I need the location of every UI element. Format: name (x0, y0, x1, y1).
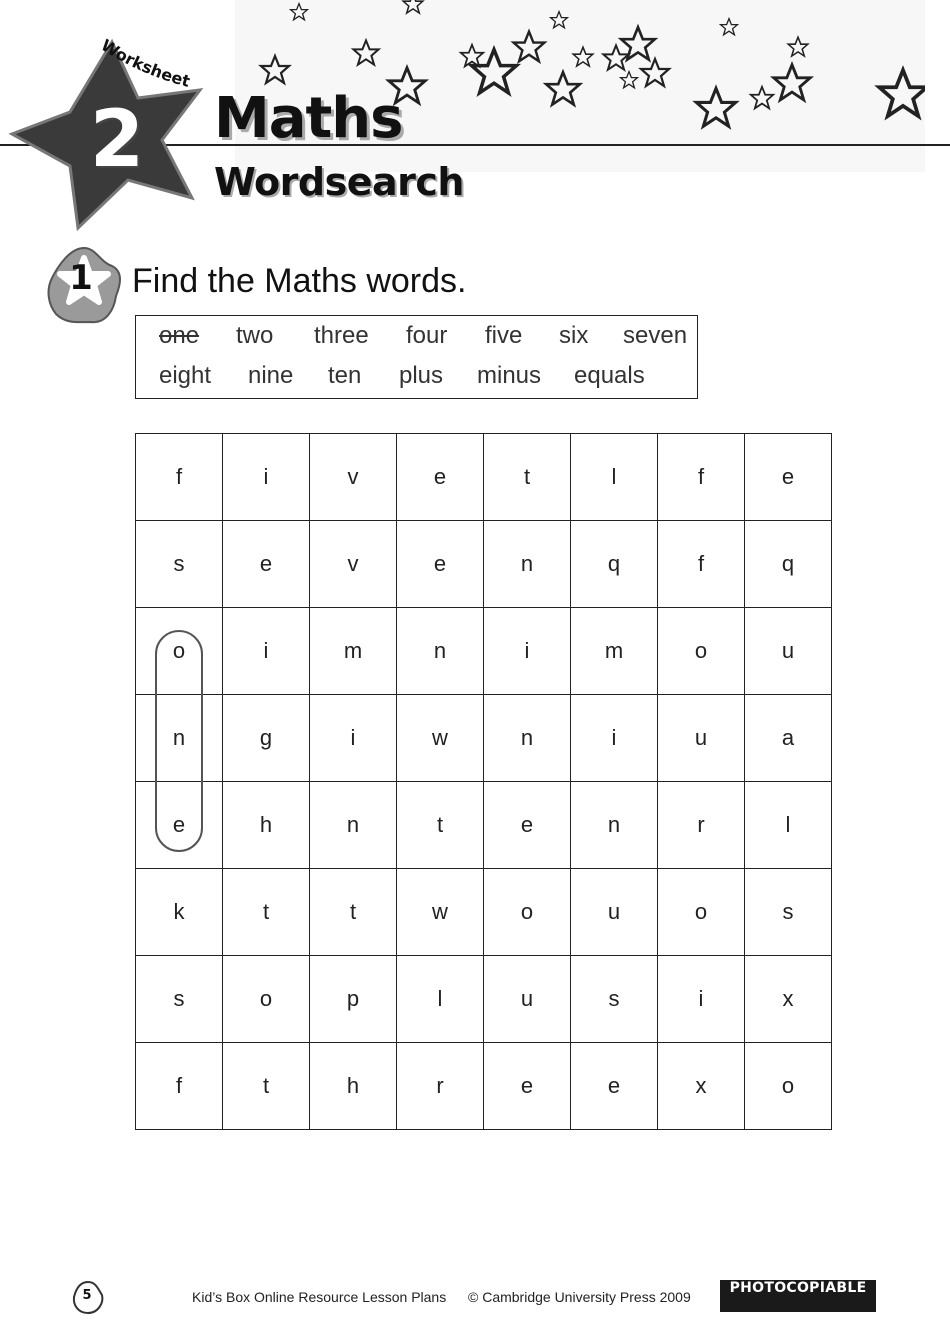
grid-cell[interactable]: l (571, 434, 658, 521)
grid-cell[interactable]: n (484, 521, 571, 608)
grid-cell[interactable]: n (484, 695, 571, 782)
grid-cell[interactable]: e (745, 434, 832, 521)
grid-cell[interactable]: n (397, 608, 484, 695)
grid-cell[interactable]: m (310, 608, 397, 695)
grid-row (136, 869, 832, 956)
grid-cell[interactable]: h (310, 1043, 397, 1130)
grid-cell[interactable]: t (484, 434, 571, 521)
grid-cell[interactable]: k (136, 869, 223, 956)
word-item-five: five (485, 322, 523, 349)
page-title: Maths (214, 86, 403, 151)
word-item-four: four (406, 322, 448, 349)
grid-row (136, 782, 832, 869)
worksheet-number: 2 (89, 95, 145, 185)
grid-cell[interactable]: n (571, 782, 658, 869)
found-word-circle (155, 630, 203, 852)
grid-cell[interactable]: e (571, 1043, 658, 1130)
grid-cell[interactable]: t (310, 869, 397, 956)
grid-cell[interactable]: l (397, 956, 484, 1043)
grid-cell[interactable]: o (658, 869, 745, 956)
word-item-minus: minus (477, 362, 542, 389)
grid-cell[interactable]: v (310, 521, 397, 608)
grid-row (136, 695, 832, 782)
grid-cell[interactable]: e (136, 782, 223, 869)
footer-copyright: © Cambridge University Press 2009 (468, 1289, 691, 1305)
grid-cell[interactable]: s (136, 521, 223, 608)
grid-cell[interactable]: w (397, 869, 484, 956)
grid-row (136, 956, 832, 1043)
word-item-one: one (159, 322, 200, 349)
word-item-ten: ten (328, 362, 362, 389)
grid-cell[interactable]: e (484, 782, 571, 869)
photocopiable-badge: PHOTOCOPIABLE (720, 1280, 876, 1312)
grid-cell[interactable]: s (136, 956, 223, 1043)
grid-cell[interactable]: s (745, 869, 832, 956)
word-item-seven: seven (623, 322, 688, 349)
grid-cell[interactable]: e (484, 1043, 571, 1130)
grid-cell[interactable]: o (745, 1043, 832, 1130)
grid-row (136, 434, 832, 521)
grid-cell[interactable]: t (223, 869, 310, 956)
grid-row (136, 1043, 832, 1130)
grid-row (136, 521, 832, 608)
grid-cell[interactable]: f (658, 434, 745, 521)
grid-cell[interactable]: m (571, 608, 658, 695)
grid-cell[interactable]: v (310, 434, 397, 521)
grid-cell[interactable]: l (745, 782, 832, 869)
grid-cell[interactable]: i (571, 695, 658, 782)
grid-cell[interactable]: f (136, 434, 223, 521)
word-item-six: six (559, 322, 589, 349)
grid-cell[interactable]: w (397, 695, 484, 782)
grid-cell[interactable]: i (223, 608, 310, 695)
grid-cell[interactable]: n (310, 782, 397, 869)
grid-cell[interactable]: a (745, 695, 832, 782)
word-item-equals: equals (574, 362, 645, 389)
grid-cell[interactable]: e (397, 521, 484, 608)
grid-cell[interactable]: r (397, 1043, 484, 1130)
word-item-two: two (236, 322, 274, 349)
grid-cell[interactable]: i (310, 695, 397, 782)
grid-cell[interactable]: r (658, 782, 745, 869)
grid-cell[interactable]: q (571, 521, 658, 608)
grid-cell[interactable]: i (223, 434, 310, 521)
grid-cell[interactable]: x (658, 1043, 745, 1130)
grid-cell[interactable]: t (397, 782, 484, 869)
grid-row (136, 608, 832, 695)
grid-cell[interactable]: g (223, 695, 310, 782)
grid-cell[interactable]: o (223, 956, 310, 1043)
grid-cell[interactable]: i (484, 608, 571, 695)
grid-cell[interactable]: f (658, 521, 745, 608)
task-number: 1 (69, 258, 93, 298)
grid-cell[interactable]: p (310, 956, 397, 1043)
grid-cell[interactable]: e (397, 434, 484, 521)
grid-cell[interactable]: q (745, 521, 832, 608)
worksheet-label (80, 30, 200, 100)
word-list-box (135, 315, 698, 399)
svg-text:Worksheet: Worksheet (97, 35, 193, 91)
wordsearch-grid (135, 433, 832, 1130)
word-item-three: three (314, 322, 369, 349)
page-number: 5 (82, 1288, 92, 1303)
grid-cell[interactable]: s (571, 956, 658, 1043)
grid-cell[interactable]: h (223, 782, 310, 869)
task-instruction: Find the Maths words. (132, 262, 467, 300)
footer-book-title: Kid’s Box Online Resource Lesson Plans (192, 1289, 447, 1305)
grid-cell[interactable]: o (658, 608, 745, 695)
grid-cell[interactable]: t (223, 1043, 310, 1130)
grid-cell[interactable]: f (136, 1043, 223, 1130)
grid-cell[interactable]: o (136, 608, 223, 695)
grid-cell[interactable]: i (658, 956, 745, 1043)
grid-cell[interactable]: u (484, 956, 571, 1043)
grid-cell[interactable]: o (484, 869, 571, 956)
word-item-eight: eight (159, 362, 212, 389)
word-item-nine: nine (248, 362, 294, 389)
grid-cell[interactable]: n (136, 695, 223, 782)
grid-cell[interactable]: x (745, 956, 832, 1043)
word-item-plus: plus (399, 362, 444, 389)
page-subtitle: Wordsearch (214, 160, 464, 204)
grid-cell[interactable]: e (223, 521, 310, 608)
grid-cell[interactable]: u (745, 608, 832, 695)
grid-cell[interactable]: u (571, 869, 658, 956)
grid-cell[interactable]: u (658, 695, 745, 782)
